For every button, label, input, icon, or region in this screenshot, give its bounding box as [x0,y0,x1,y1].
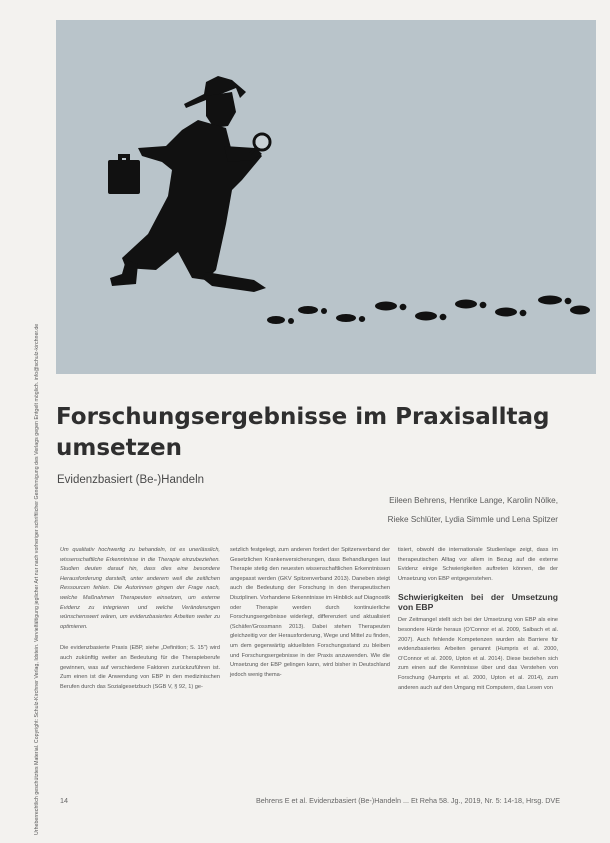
authors-line-2: Rieke Schlüter, Lydia Simmle und Lena Spitzer [387,515,558,524]
text-column-1 [60,546,220,700]
article-subtitle: Evidenzbasiert (Be-)Handeln [57,474,205,486]
text-column-3 [398,546,558,701]
body-paragraph: tisiert, obwohl die internationale Studienlage zeigt, dass im therapeutischen Alltag vor allem in Bezug auf die externe Evidenz einige Schwierigkeiten auftreten können, die der Umsetzung von EBP entgegenstehen. [398,547,558,582]
abstract-paragraph: Um qualitativ hochwertig zu behandeln, ist es unerlässlich, wissenschaftliche Erkenntnisse in die Therapie einzubeziehen. Studien deuten darauf hin, dass dies eine besondere Herausforderung darstellt, unter anderem weil die zeitlichen Ressourcen fehlen. Die Autorinnen gingen der Frage nach, welche Maßnahmen Therapeuten einsetzen, um externe Evidenz zu integrieren und welche Veränderungen wünschenswert wären, um evidenzbasiertes Arbeiten weiter zu optimieren. [60,547,220,630]
page-number: 14 [60,796,68,805]
body-paragraph: Der Zeitmangel stellt sich bei der Umsetzung von EBP als eine besondere Hürde heraus (O'Connor et al. 2009, Salbach et al. 2007). Auch fehlende Kompetenzen wurden als Barriere für evidenzbasiertes Arbeiten genannt (Humpris et al. 2000, O'Connor et al. 2009, Upton et al. 2014). Diese beziehen sich zum einen auf die Kenntnisse über und das Verstehen von Forschung (Humpris et al. 2000, Upton et al. 2014), zum anderen auch auf den Umgang mit Computern, das Lesen von [398,617,558,691]
detective-silhouette-image [56,20,596,374]
section-heading: Schwierigkeiten bei der Umsetzung von EBP [398,592,558,613]
copyright-note: Urheberrechtlich geschütztes Material. Copyright: Schulz-Kirchner Verlag, Idstein. Vervielfältigung jeglicher Art nur nach vorheriger schriftlicher Genehmigung des Verlags gegen Entgelt möglich. info@schulz-kirchner.de [34,323,40,835]
body-paragraph: setzlich festgelegt, zum anderen fordert der Spitzenverband der Gesetzlichen Krankenversicherungen, dass Behandlungen laut Therapie stetig den neuesten wissenschaftlichen Erkenntnissen angepasst werden (GKV Spitzenverband 2013). Daneben steigt auch die Bedeutung der Forschung in den therapeutischen Disziplinen. Vorhandene Erkenntnisse im Hinblick auf Diagnostik oder Therapie werden durch kontinuierliche Forschungsergebnisse widerlegt, differenziert und aktualisiert (Schäfer/Grossmann 2013). Dabei stehen Therapeuten gleichzeitig vor der Herausforderung, Wege und Mittel zu finden, um dem gegenwärtig aktuellsten Forschungsstand zu bleiben und Forschungsergebnisse in der Praxis anzuwenden. Wie die Umsetzung der EBP gelingen kann, wird bisher in Deutschland jedoch wenig thema- [230,547,390,678]
text-column-2 [230,546,390,688]
footer-citation: Behrens E et al. Evidenzbasiert (Be-)Handeln ... Et Reha 58. Jg., 2019, Nr. 5: 14-18, Hrsg. DVE [255,796,560,805]
authors-line-1: Eileen Behrens, Henrike Lange, Karolin Nölke, [389,496,558,505]
article-title: Forschungsergebnisse im Praxisalltag umsetzen [56,404,550,461]
detective-illustration [56,20,596,374]
author-list [258,491,558,529]
body-paragraph: Die evidenzbasierte Praxis (EBP, siehe „Definition; S. 15") wird auch zukünftig weiter an Bedeutung für die Therapieberufe gewinnen, was auf verschiedene Faktoren zurückzuführen ist. Zum einen ist die Anwendung von EBP in den medizinischen Berufen durch das Sozialgesetzbuch (SGB V, § 92, 1) ge- [60,645,220,690]
